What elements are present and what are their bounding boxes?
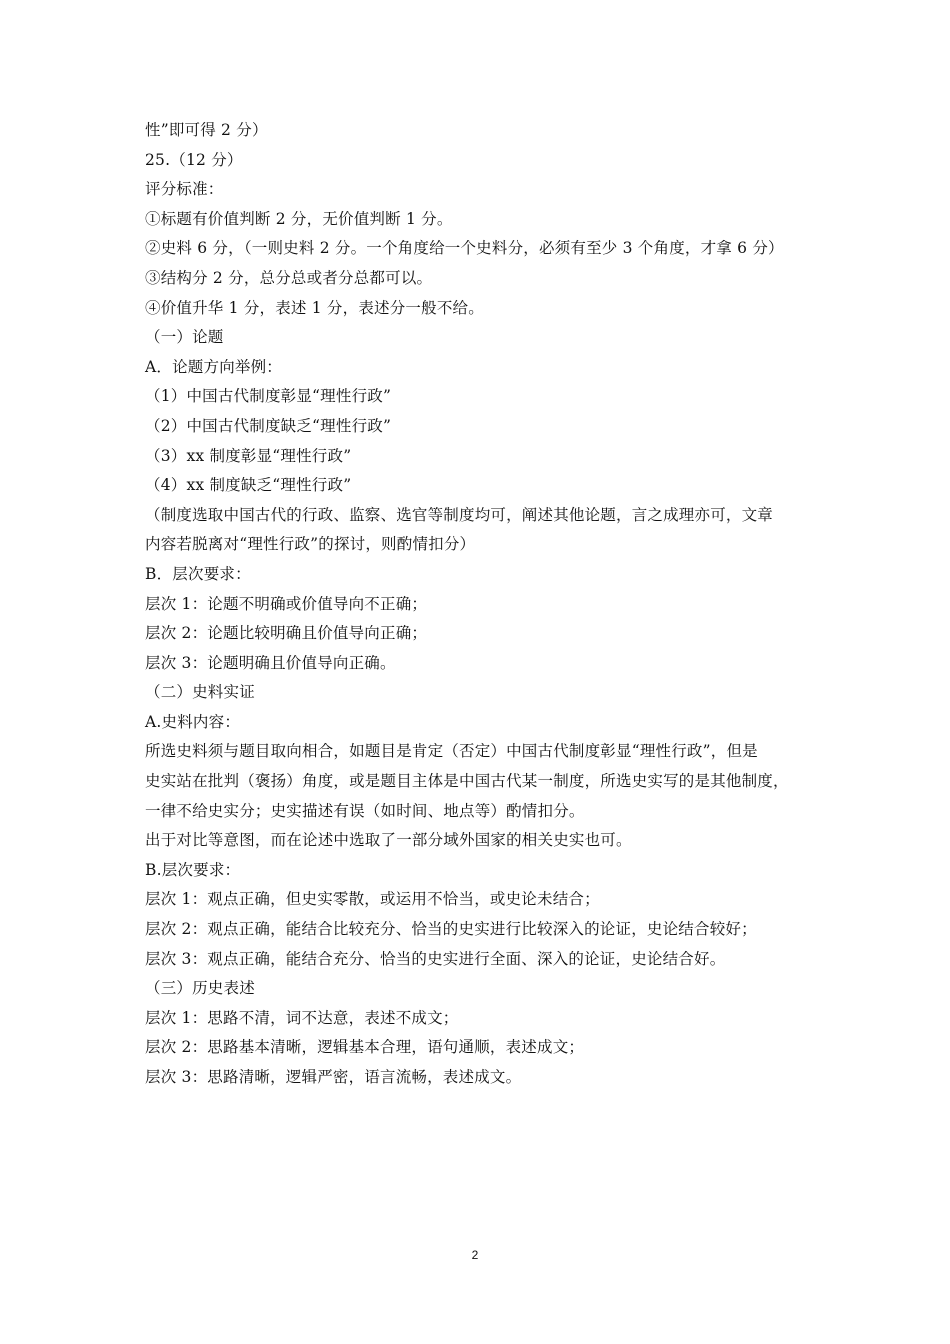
- text-line: 层次 2：思路基本清晰，逻辑基本合理，语句通顺，表述成文；: [145, 1038, 585, 1057]
- text-line: 史实站在批判（褒扬）角度，或是题目主体是中国古代某一制度，所选史实写的是其他制度，: [145, 772, 789, 791]
- text-line: ④价值升华 1 分，表述 1 分，表述分一般不给。: [145, 298, 484, 317]
- question-heading: 25.（12 分）: [145, 150, 243, 169]
- text-line: 层次 2：观点正确，能结合比较充分、恰当的史实进行比较深入的论证，史论结合较好；: [145, 920, 757, 939]
- text-line: 层次 2：论题比较明确且价值导向正确；: [145, 624, 428, 643]
- text-line: （4）xx 制度缺乏“理性行政”: [145, 476, 352, 495]
- text-line: 层次 1：思路不清，词不达意，表述不成文；: [145, 1008, 459, 1027]
- text-line: B.层次要求：: [145, 860, 241, 879]
- text-line: （3）xx 制度彰显“理性行政”: [145, 446, 352, 465]
- text-line: （制度选取中国古代的行政、监察、选官等制度均可，阐述其他论题，言之成理亦可，文章: [145, 505, 774, 524]
- text-line: ③结构分 2 分，总分总或者分总都可以。: [145, 268, 433, 287]
- text-line: 层次 1：观点正确，但史实零散，或运用不恰当，或史论未结合；: [145, 890, 600, 909]
- section-heading: （三）历史表述: [145, 979, 255, 998]
- document-body: [145, 116, 825, 1093]
- text-line: 内容若脱离对“理性行政”的探讨，则酌情扣分）: [145, 535, 476, 554]
- text-line: ②史料 6 分，（一则史料 2 分。一个角度给一个史料分，必须有至少 3 个角度，才拿 6 分）: [145, 239, 784, 258]
- text-line: ①标题有价值判断 2 分，无价值判断 1 分。: [145, 209, 453, 228]
- text-line: 出于对比等意图，而在论述中选取了一部分域外国家的相关史实也可。: [145, 831, 632, 850]
- text-line: 评分标准：: [145, 180, 224, 199]
- text-line: 性”即可得 2 分）: [145, 121, 268, 139]
- text-line: 层次 3：思路清晰，逻辑严密，语言流畅，表述成文。: [145, 1068, 522, 1086]
- page-number: 2: [471, 1248, 479, 1262]
- section-heading: （二）史料实证: [145, 683, 255, 702]
- text-line: A．论题方向举例：: [145, 357, 282, 376]
- section-heading: （一）论题: [145, 328, 224, 347]
- text-line: 所选史料须与题目取向相合，如题目是肯定（否定）中国古代制度彰显“理性行政”，但是: [145, 742, 758, 761]
- text-line: A.史料内容：: [145, 712, 241, 731]
- text-line: （1）中国古代制度彰显“理性行政”: [145, 387, 392, 406]
- text-line: 一律不给史实分；史实描述有误（如时间、地点等）酌情扣分。: [145, 801, 585, 820]
- text-line: （2）中国古代制度缺乏“理性行政”: [145, 416, 392, 435]
- text-line: B．层次要求：: [145, 564, 251, 583]
- text-line: 层次 3：观点正确，能结合充分、恰当的史实进行全面、深入的论证，史论结合好。: [145, 949, 726, 968]
- text-line: 层次 3：论题明确且价值导向正确。: [145, 653, 396, 672]
- text-line: 层次 1：论题不明确或价值导向不正确；: [145, 594, 428, 613]
